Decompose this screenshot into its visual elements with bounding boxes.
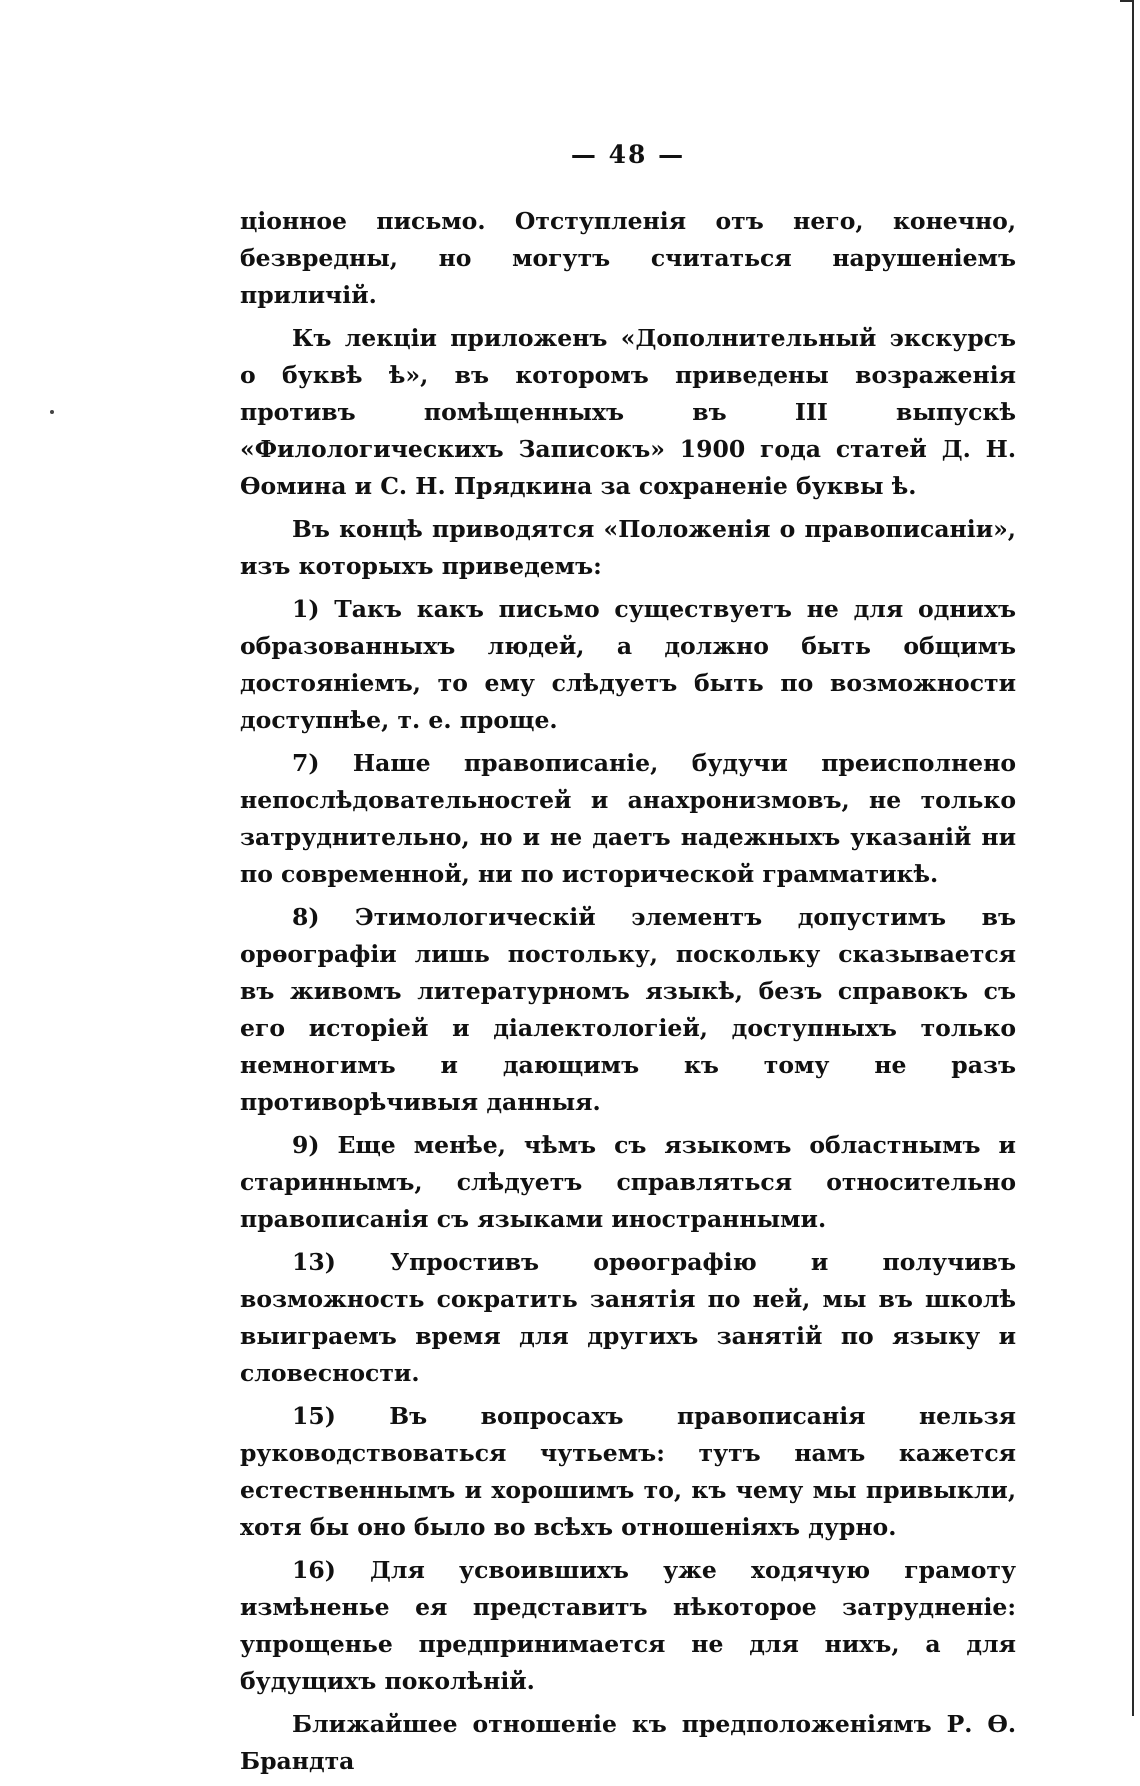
thesis-16: 16) Для усвоившихъ уже ходячую грамоту измѣненье ея представитъ нѣкоторое затрудненіе: упрощенье предпринимается не для нихъ, а для будущихъ поколѣній. [240,1556,1016,1695]
thesis-1: 1) Такъ какъ письмо существуетъ не для однихъ образованныхъ людей, а должно быть общимъ достояніемъ, то ему слѣдуетъ быть по возможности доступнѣе, т. е. проще. [240,595,1016,734]
thesis-15: 15) Въ вопросахъ правописанія нельзя руководствоваться чутьемъ: тутъ намъ кажется естественнымъ и хорошимъ то, къ чему мы привыкли, хотя бы оно было во всѣхъ отношеніяхъ дурно. [240,1402,1016,1541]
paragraph-theses-intro: Въ концѣ приводятся «Положенія о правописаніи», изъ которыхъ приведемъ: [240,515,1016,580]
thesis-7: 7) Наше правописаніе, будучи преисполнено непослѣдовательностей и анахронизмовъ, не только затруднительно, но и не даетъ надежныхъ указаній ни по современной, ни по исторической грамматикѣ. [240,749,1016,888]
book-page [240,140,1016,1786]
scan-speck [50,410,54,414]
thesis-8: 8) Этимологическій элементъ допустимъ въ орѳографіи лишь постольку, поскольку сказывается въ живомъ литературномъ языкѣ, безъ справокъ съ его исторіей и діалектологіей, доступныхъ только немногимъ и дающимъ къ тому не разъ противорѣчивыя данныя. [240,903,1016,1116]
paragraph-lecture-appendix: Къ лекціи приложенъ «Дополнительный экскурсъ о буквѣ ѣ», въ которомъ приведены возраженія противъ помѣщенныхъ въ III выпускѣ «Филологическихъ Записокъ» 1900 года статей Д. Н. Ѳомина и С. Н. Прядкина за сохраненіе буквы ѣ. [240,324,1016,500]
page-number: — 48 — [570,140,686,169]
thesis-9: 9) Еще менѣе, чѣмъ съ языкомъ областнымъ и стариннымъ, слѣдуетъ справляться относительно правописанія съ языками иностранными. [240,1131,1016,1233]
page-edge-right [1132,0,1134,1716]
thesis-13: 13) Упростивъ орѳографію и получивъ возможность сократить занятія по ней, мы въ школѣ выиграемъ время для другихъ занятій по языку и словесности. [240,1248,1016,1387]
paragraph-continuation: ціонное письмо. Отступленія отъ него, конечно, безвредны, но могутъ считаться нарушеніемъ приличій. [240,207,1016,309]
paragraph-brandt: Ближайшее отношеніе къ предположеніямъ Р. Ѳ. Брандта [240,1710,1016,1775]
